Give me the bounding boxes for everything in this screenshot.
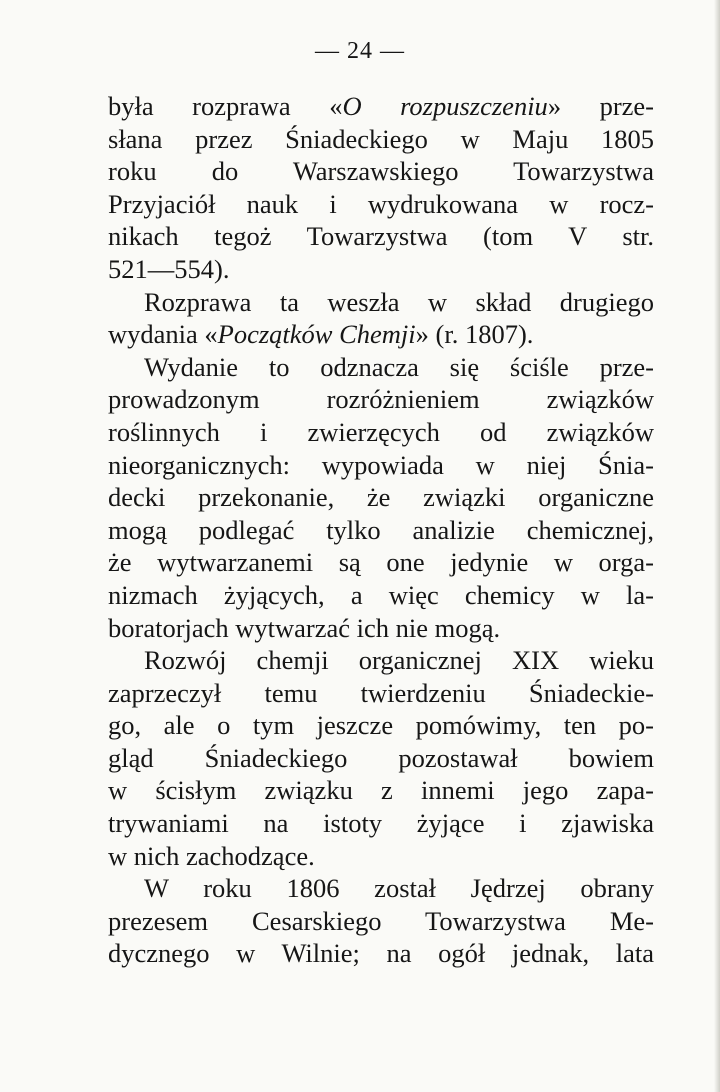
text-line: prowadzonym rozróżnieniem związków	[108, 384, 654, 415]
text-line: wydania «Początków Chemji» (r. 1807).	[108, 319, 534, 350]
text-line: nieorganicznych: wypowiada w niej Śnia-	[108, 449, 654, 480]
text-line: go, ale o tym jeszcze pomówimy, ten po-	[108, 710, 654, 741]
text-line: zaprzeczył temu twierdzeniu Śniadeckie-	[108, 677, 654, 708]
text-line: prezesem Cesarskiego Towarzystwa Me-	[108, 905, 654, 936]
text-line: Rozprawa ta weszła w skład drugiego	[144, 286, 654, 317]
body-text	[108, 90, 654, 970]
text-line: była rozprawa «O rozpuszczeniu» prze-	[108, 91, 654, 121]
text-line: w nich zachodzące.	[108, 840, 315, 871]
text-line: dycznego w Wilnie; na ogół jednak, lata	[108, 938, 654, 969]
text-line: Wydanie to odznacza się ściśle prze-	[144, 351, 654, 382]
text-line: nikach tegoż Towarzystwa (tom V str.	[108, 221, 654, 252]
text-line: mogą podlegać tylko analizie chemicznej,	[108, 514, 654, 545]
text-line: roku do Warszawskiego Towarzystwa	[108, 156, 654, 187]
page-edge-shadow	[714, 0, 720, 1092]
text-line: boratorjach wytwarzać ich nie mogą.	[108, 612, 501, 643]
text-line: nizmach żyjących, a więc chemicy w la-	[108, 579, 654, 610]
text-line: 521—554).	[108, 253, 230, 284]
text-line: decki przekonanie, że związki organiczne	[108, 482, 654, 513]
page-number: — 24 —	[315, 38, 405, 64]
text-line: Przyjaciół nauk i wydrukowana w rocz-	[108, 188, 654, 219]
text-line: roślinnych i zwierzęcych od związków	[108, 416, 654, 447]
text-line: Rozwój chemji organicznej XIX wieku	[144, 645, 654, 676]
text-line: trywaniami na istoty żyjące i zjawiska	[108, 808, 654, 839]
text-line: w ścisłym związku z innemi jego zapa-	[108, 775, 654, 806]
text-line: gląd Śniadeckiego pozostawał bowiem	[108, 742, 654, 773]
text-line: słana przez Śniadeckiego w Maju 1805	[108, 123, 654, 154]
text-line: W roku 1806 został Jędrzej obrany	[144, 873, 654, 904]
text-line: że wytwarzanemi są one jedynie w orga-	[108, 547, 654, 578]
